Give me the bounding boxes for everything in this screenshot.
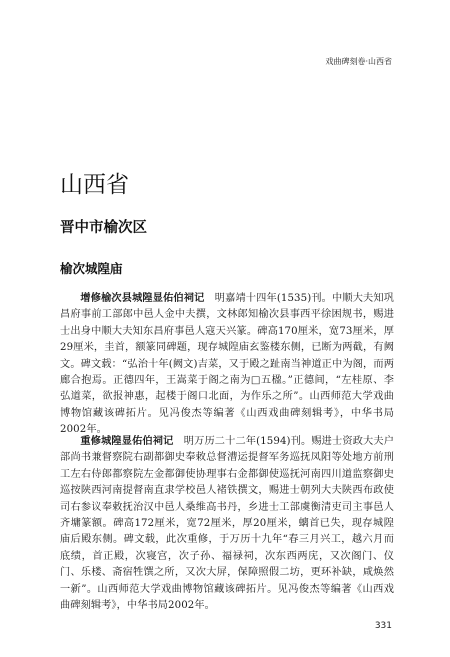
- province-heading: 山西省: [60, 172, 129, 198]
- inscription-title: 增修榆次县城隍显佑伯祠记: [80, 293, 205, 304]
- inscription-body: 明万历二十二年(1594)刊。赐进士资政大夫户部尚书兼督察院右副都御史奉敕总督漕运提督军务巡抚凤阳等处地方前刑工左右侍郎都察院左金都御使协理事右金都御使巡抚河南四川道监察御史巡按陕西河南提督南直隶学校邑人褚铁撰文，赐进士朝列大夫陕西布政使司右参议奉敕抚治汉中邑人桑维高书丹，乡进士工部虞衡清吏司主事邑人齐墉篆额。碑高172厘米，宽72厘米，厚20厘米，螭首已失，现存城隍庙后殿东侧。碑文载，此次重修，于万历十九年“春三月兴工，越六月而底绩，首正殿，次寝宫，次子孙、福禄祠，次东西两庑，又次阁门、仪门、乐楼、斋宿牲馔之所，又次大屏，保障照假二坊，更环补缺，咸焕然一新”。山西师范大学戏曲博物馆藏该碑拓片。见冯俊杰等编著《山西戏曲碑刻辑考》，中华书局2002年。: [60, 436, 394, 612]
- district-heading: 晋中市榆次区: [60, 219, 147, 236]
- inscription-title: 重修城隍显佑伯祠记: [80, 436, 174, 447]
- inscription-entry: [60, 434, 394, 614]
- running-head: 戏曲碑刻卷·山西省: [325, 57, 392, 66]
- page-number: 331: [374, 621, 392, 631]
- inscription-body: 明嘉靖十四年(1535)刊。中顺大夫知巩昌府事前工部郎中邑人金中夫撰，文林郎知榆次县事西平徐困规书，赐进士出身中顺大夫知东昌府事邑人寇天兴篆。碑高170厘米，宽73厘米，厚29厘米，圭首，额篆同碑题，现存城隍庙玄鉴楼东侧，已断为两截，有阙文。碑文载：“弘治十年(阙文)吉菜，又于殿之趾南当神道正中为阁，而两廊合抱焉。正德四年，王嵩菜于阁之南为□五楹。”正德间，“左桂原、李弘道菜，欲报神惠，起楼于阁口北面，为作乐之所”。山西师范大学戏曲博物馆藏该碑拓片。见冯俊杰等编著《山西戏曲碑刻辑考》，中华书局2002年。: [60, 293, 395, 436]
- temple-heading: 榆次城隍庙: [60, 261, 123, 276]
- inscription-entry: [60, 291, 394, 439]
